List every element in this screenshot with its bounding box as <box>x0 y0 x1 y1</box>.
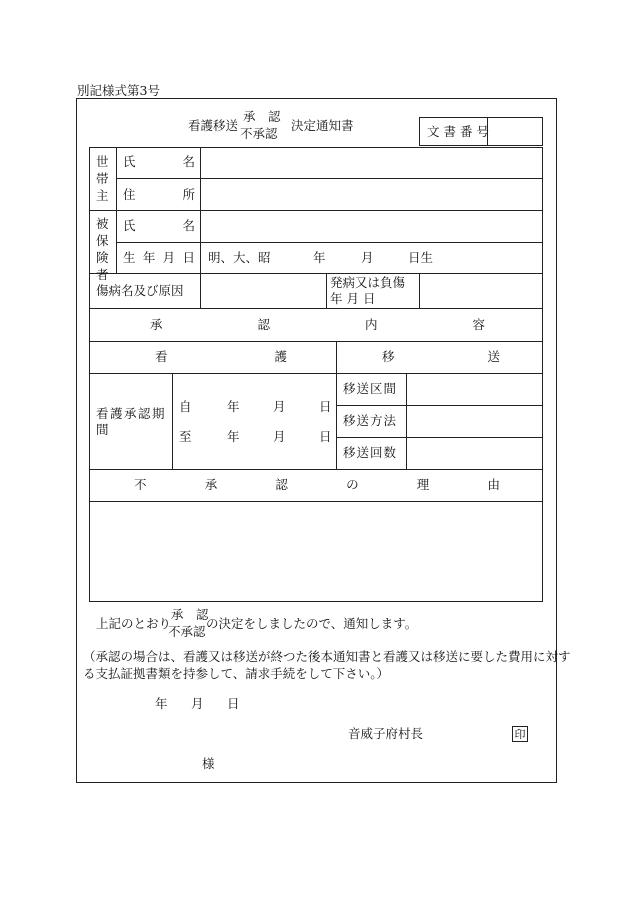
injury-label: 傷病名及び原因 <box>96 283 184 298</box>
rule-transport-2 <box>336 437 543 438</box>
label-char: 月 <box>162 250 176 265</box>
notice-disapprove: 不承認 <box>168 623 206 639</box>
approval-content-header <box>150 319 485 332</box>
householder-side-char: 主 <box>96 187 109 203</box>
note-line-2: る支払証拠書類を持参して、請求手続をして下さい。） <box>83 666 390 681</box>
period-to-year: 年 <box>227 429 240 444</box>
rule-injury-end <box>89 308 543 309</box>
header-char: 看 <box>155 349 168 364</box>
nursing-header <box>155 351 287 364</box>
notice-approve: 承 認 <box>171 607 209 622</box>
rule-nursing-header-end <box>89 373 543 374</box>
rule-side-label <box>116 147 117 273</box>
header-char: 承 <box>204 477 218 492</box>
label-char: 所 <box>182 187 195 202</box>
nursing-period-label-2: 間 <box>96 422 109 437</box>
label-char: 日 <box>182 250 195 265</box>
rule-label-col <box>200 147 201 308</box>
period-to-day: 日 <box>319 429 332 444</box>
header-char: 移 <box>382 349 395 364</box>
title-suffix: 決定通知書 <box>291 118 354 133</box>
note-line-1: （承認の場合は、看護又は移送が終つた後本通知書と看護又は移送に要した費用に対す <box>83 649 571 664</box>
label-char: 氏 <box>123 154 136 169</box>
rule-insured-mid <box>116 242 543 243</box>
label-char: 名 <box>182 154 195 169</box>
date-month: 月 <box>191 696 204 711</box>
reason-field[interactable] <box>92 504 540 599</box>
period-from-label: 自 <box>179 399 192 414</box>
transport-count-label: 移送回数 <box>343 445 398 460</box>
rule-householder-end <box>89 210 543 211</box>
insured-side-char: 者 <box>96 266 109 282</box>
date-day: 日 <box>227 696 240 711</box>
header-char: 護 <box>274 349 287 364</box>
rule-householder-mid <box>116 178 543 179</box>
header-char: の <box>346 477 359 492</box>
title-prefix: 看護移送 <box>188 118 239 133</box>
label-char: 住 <box>123 187 136 202</box>
insured-birth-label <box>123 252 195 265</box>
insured-name-label <box>123 220 195 233</box>
notice-suffix: の決定をしましたので、通知します。 <box>206 616 418 631</box>
form-number: 別記様式第3号 <box>77 83 160 98</box>
rule-nursing-transport <box>336 341 337 469</box>
label-char: 年 <box>142 250 156 265</box>
addressee-suffix: 様 <box>202 756 215 771</box>
notice-prefix: 上記のとおり <box>96 616 172 631</box>
header-char: 由 <box>487 477 500 492</box>
header-char: 容 <box>472 317 485 332</box>
householder-side-char: 帯 <box>96 170 109 186</box>
period-from-month: 月 <box>273 399 286 414</box>
transport-header <box>382 351 500 364</box>
rule-period-label <box>172 373 173 469</box>
insured-side-char: 保 <box>96 232 109 248</box>
insured-birth-month: 月 <box>361 250 374 265</box>
transport-method-label: 移送方法 <box>343 413 398 428</box>
rule-transport-label <box>406 373 407 469</box>
period-to-label: 至 <box>179 429 192 444</box>
householder-side-label <box>96 154 109 205</box>
reason-header <box>134 479 500 492</box>
rule-reason-header-end <box>89 501 543 502</box>
date-year: 年 <box>155 696 168 711</box>
title-disapprove: 不承認 <box>240 125 278 141</box>
rule-approval-header-end <box>89 341 543 342</box>
issuer-name: 音威子府村長 <box>348 726 424 741</box>
nursing-period-label-1: 看護承認期 <box>96 406 167 421</box>
insured-birth-day: 日生 <box>408 250 434 265</box>
rule-injury-mid <box>326 273 327 308</box>
header-char: 承 <box>150 317 163 332</box>
header-char: 認 <box>275 477 288 492</box>
rule-transport-1 <box>336 405 543 406</box>
period-to-month: 月 <box>273 429 286 444</box>
header-char: 内 <box>364 317 378 332</box>
insured-side-char: 険 <box>96 249 109 265</box>
doc-number-label: 文 書 番 号 <box>427 124 489 139</box>
onset-label-2: 年 月 日 <box>330 291 376 306</box>
rule-period-end <box>89 469 543 470</box>
onset-label-1: 発病又は負傷 <box>330 275 406 290</box>
title-choice <box>240 109 281 143</box>
title-approve: 承 認 <box>243 109 281 124</box>
rule-insured-end <box>89 273 543 274</box>
insured-birth-year: 年 <box>313 250 326 265</box>
householder-side-char: 世 <box>96 154 109 169</box>
notice-choice <box>168 607 209 641</box>
transport-section-label: 移送区間 <box>343 381 398 396</box>
label-char: 生 <box>123 250 136 265</box>
period-from-day: 日 <box>319 399 332 414</box>
insured-birth-eras: 明、大、昭 <box>208 250 271 265</box>
header-char: 認 <box>257 317 270 332</box>
rule-onset-col <box>419 273 420 308</box>
header-char: 送 <box>487 349 500 364</box>
header-char: 不 <box>134 477 147 492</box>
period-from-year: 年 <box>227 399 240 414</box>
header-char: 理 <box>416 477 430 492</box>
insured-side-char: 被 <box>96 216 109 231</box>
householder-address-label <box>123 189 195 202</box>
label-char: 氏 <box>123 218 136 233</box>
seal-mark: 印 <box>512 726 528 742</box>
label-char: 名 <box>182 218 195 233</box>
householder-name-label <box>123 156 195 169</box>
insured-side-label <box>96 216 109 284</box>
